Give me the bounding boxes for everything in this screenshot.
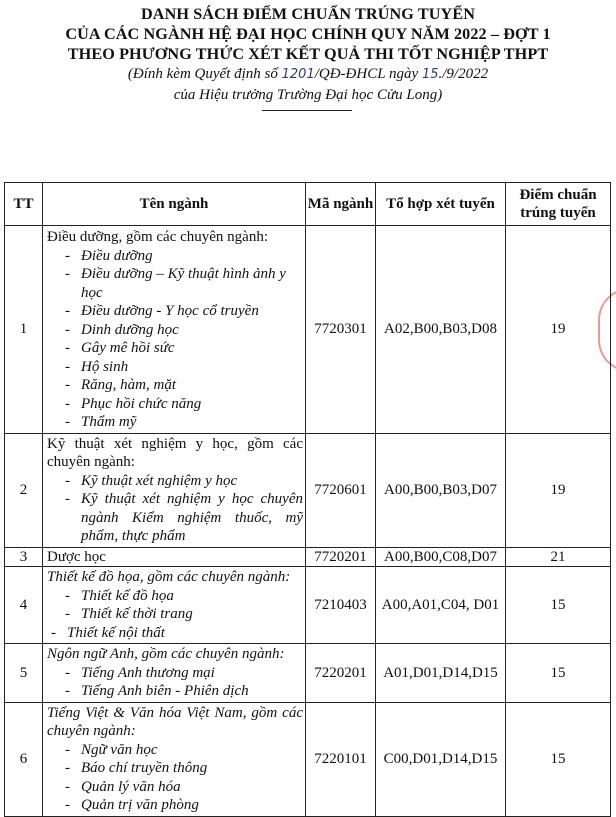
major-title: Dược học: [47, 548, 106, 565]
row-code: 7720301: [306, 226, 376, 434]
major-title: Thiết kế đồ họa, gồm các chuyên ngành:: [47, 569, 291, 585]
row-combo: A02,B00,B03,D08: [376, 226, 506, 434]
header-score: Điểm chuẩn trúng tuyển: [506, 183, 611, 226]
row-combo: C00,D01,D14,D15: [376, 702, 506, 816]
header-combo: Tổ hợp xét tuyển: [376, 183, 506, 226]
row-score: 19: [506, 433, 611, 547]
sub-major-list: [47, 587, 303, 643]
list-item: - Kỹ thuật xét nghiệm y học chuyên ngành Kiểm nghiệm thuốc, mỹ phẩm, thực phẩm: [65, 490, 303, 546]
sub-major-list: [47, 741, 303, 815]
row-score: 21: [506, 547, 611, 567]
row-code: 7220101: [306, 702, 376, 816]
header-code: Mã ngành: [306, 183, 376, 226]
sub-major-list: [47, 472, 303, 546]
header-tt: TT: [5, 183, 43, 226]
header-name: Tên ngành: [43, 183, 306, 226]
row-combo: A01,D01,D14,D15: [376, 644, 506, 703]
table-row: [5, 702, 611, 816]
row-major: [43, 226, 306, 434]
major-title: Điều dưỡng, gồm các chuyên ngành:: [47, 229, 269, 245]
decision-middle: /QĐ-ĐHCL ngày: [314, 66, 419, 82]
row-tt: 5: [5, 644, 43, 703]
list-item: - Hộ sinh: [65, 358, 303, 377]
table-row: [5, 567, 611, 644]
decision-reference: [0, 64, 616, 85]
list-item: - Thiết kế thời trang: [65, 605, 303, 624]
table-row: [5, 644, 611, 703]
table-row: [5, 433, 611, 547]
list-item: - Điều dưỡng – Kỹ thuật hình ảnh y học: [65, 265, 303, 302]
table-header-row: [5, 183, 611, 226]
row-code: 7210403: [306, 567, 376, 644]
decision-date: ./9/2022: [438, 66, 489, 82]
row-major: [43, 433, 306, 547]
row-code: 7720601: [306, 433, 376, 547]
list-item: - Kỹ thuật xét nghiệm y học: [65, 472, 303, 491]
list-item: - Báo chí truyền thông: [65, 759, 303, 778]
row-combo: A00,A01,C04, D01: [376, 567, 506, 644]
row-tt: 6: [5, 702, 43, 816]
row-combo: A00,B00,C08,D07: [376, 547, 506, 567]
major-title: Kỹ thuật xét nghiệm y học, gồm các chuyên ngành:: [47, 435, 303, 470]
list-item: - Quản lý văn hóa: [65, 778, 303, 797]
list-item: - Tiếng Anh thương mại: [65, 664, 303, 683]
list-item: - Ngữ văn học: [65, 741, 303, 760]
row-code: 7220201: [306, 644, 376, 703]
list-item: - Điều dưỡng: [65, 247, 303, 266]
document-header: [0, 4, 616, 105]
row-score: 15: [506, 567, 611, 644]
title-line-2: CỦA CÁC NGÀNH HỆ ĐẠI HỌC CHÍNH QUY NĂM 2022 – ĐỢT 1: [65, 25, 551, 43]
list-item: - Tiếng Anh biên - Phiên dịch: [65, 682, 303, 701]
decision-number: 1201: [281, 67, 315, 82]
row-major: [43, 644, 306, 703]
sub-major-list: [47, 247, 303, 432]
row-tt: 4: [5, 567, 43, 644]
table-row: [5, 226, 611, 434]
list-item: - Quản trị văn phòng: [65, 796, 303, 815]
row-tt: 2: [5, 433, 43, 547]
major-title: Ngôn ngữ Anh, gồm các chuyên ngành:: [47, 646, 285, 662]
list-item: - Dinh dưỡng học: [65, 321, 303, 340]
list-item: - Phục hồi chức năng: [65, 395, 303, 414]
list-item: - Thiết kế nội thất: [51, 624, 303, 643]
issuer-line: của Hiệu trưởng Trường Đại học Cửu Long): [173, 87, 443, 103]
row-score: 15: [506, 644, 611, 703]
sub-major-list: [47, 664, 303, 701]
major-title: Tiếng Việt & Văn hóa Việt Nam, gồm các chuyên ngành:: [47, 704, 303, 739]
list-item: - Điều dưỡng - Y học cổ truyền: [65, 302, 303, 321]
row-score: 19: [506, 226, 611, 434]
decision-prefix: (Đính kèm Quyết định số: [127, 66, 278, 82]
row-major: [43, 567, 306, 644]
list-item: - Răng, hàm, mặt: [65, 376, 303, 395]
decision-day: 15: [421, 67, 439, 82]
table-row: [5, 547, 611, 567]
admission-score-table: [4, 182, 611, 817]
row-major: [43, 702, 306, 816]
row-code: 7720201: [306, 547, 376, 567]
header-divider: [262, 110, 352, 111]
row-tt: 3: [5, 547, 43, 567]
list-item: - Gây mê hồi sức: [65, 339, 303, 358]
list-item: - Thẩm mỹ: [65, 413, 303, 432]
row-score: 15: [506, 702, 611, 816]
row-tt: 1: [5, 226, 43, 434]
title-line-1: DANH SÁCH ĐIỂM CHUẨN TRÚNG TUYỂN: [140, 5, 476, 23]
title-line-3: THEO PHƯƠNG THỨC XÉT KẾT QUẢ THI TỐT NGHIỆP THPT: [67, 45, 549, 63]
list-item: - Thiết kế đồ họa: [65, 587, 303, 606]
row-combo: A00,B00,B03,D07: [376, 433, 506, 547]
row-major: [43, 547, 306, 567]
